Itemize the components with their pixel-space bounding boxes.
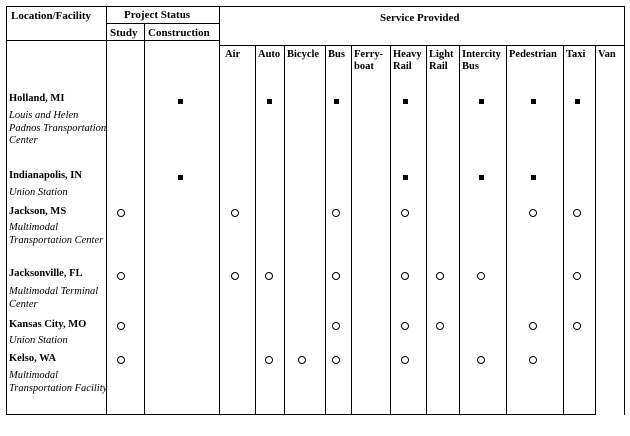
location-name: Jackson, MS: [9, 206, 67, 217]
service-header-intercity-bus: Intercity Bus: [462, 49, 501, 72]
open-circle-marker-taxi: [573, 272, 581, 280]
service-header-heavy-rail: Heavy Rail: [393, 49, 422, 72]
open-circle-marker-taxi: [573, 322, 581, 330]
column-divider: [563, 45, 564, 415]
facility-name: Multimodal Transportation Center: [9, 222, 104, 246]
open-circle-marker-air: [231, 272, 239, 280]
facility-name: Multimodal Transportation Facility: [9, 370, 108, 394]
service-header-van: Van: [598, 49, 616, 60]
facility-name: Union Station: [9, 335, 68, 346]
open-circle-marker-study: [117, 356, 125, 364]
open-circle-marker-study: [117, 209, 125, 217]
location-name: Holland, MI: [9, 93, 65, 104]
open-circle-marker-air: [231, 209, 239, 217]
open-circle-marker-intercity_bus: [477, 272, 485, 280]
location-name: Jacksonville, FL: [9, 268, 83, 279]
open-circle-marker-auto: [265, 272, 273, 280]
study-header: Study: [110, 27, 138, 39]
open-circle-marker-study: [117, 322, 125, 330]
open-circle-marker-heavy_rail: [401, 209, 409, 217]
location-name: Kansas City, MO: [9, 319, 87, 330]
open-circle-marker-bicycle: [298, 356, 306, 364]
filled-square-marker-intercity_bus: [479, 99, 484, 104]
open-circle-marker-auto: [265, 356, 273, 364]
column-divider: [219, 6, 220, 415]
facility-name: Louis and Helen Padnos Transportation Center: [9, 110, 107, 146]
open-circle-marker-light_rail: [436, 322, 444, 330]
filled-square-marker-pedestrian: [531, 99, 536, 104]
filled-square-marker-taxi: [575, 99, 580, 104]
open-circle-marker-pedestrian: [529, 209, 537, 217]
column-divider: [595, 45, 596, 415]
table-border-left: [6, 6, 7, 415]
open-circle-marker-taxi: [573, 209, 581, 217]
project-status-header: Project Status: [124, 9, 191, 21]
column-divider: [106, 6, 107, 415]
open-circle-marker-pedestrian: [529, 356, 537, 364]
service-header-bus: Bus: [328, 49, 345, 60]
open-circle-marker-heavy_rail: [401, 272, 409, 280]
header-divider: [6, 40, 219, 41]
filled-square-marker-bus: [334, 99, 339, 104]
location-name: Indianapolis, IN: [9, 170, 82, 181]
open-circle-marker-bus: [332, 356, 340, 364]
table-border-top: [6, 6, 625, 7]
service-header-auto: Auto: [258, 49, 281, 60]
open-circle-marker-study: [117, 272, 125, 280]
table-border-bottom: [6, 414, 596, 415]
table-border-right: [624, 6, 625, 415]
service-provided-header: Service Provided: [380, 12, 460, 24]
service-header-bicycle: Bicycle: [287, 49, 320, 60]
filled-square-marker-intercity_bus: [479, 175, 484, 180]
column-divider: [284, 45, 285, 415]
column-divider: [255, 45, 256, 415]
column-divider: [144, 23, 145, 415]
open-circle-marker-heavy_rail: [401, 356, 409, 364]
facility-name: Union Station: [9, 187, 68, 198]
column-divider: [390, 45, 391, 415]
filled-square-marker-pedestrian: [531, 175, 536, 180]
construction-header: Construction: [148, 27, 210, 39]
open-circle-marker-bus: [332, 272, 340, 280]
location-name: Kelso, WA: [9, 353, 57, 364]
filled-square-marker-heavy_rail: [403, 99, 408, 104]
open-circle-marker-light_rail: [436, 272, 444, 280]
service-header-taxi: Taxi: [566, 49, 586, 60]
column-divider: [351, 45, 352, 415]
open-circle-marker-pedestrian: [529, 322, 537, 330]
filled-square-marker-heavy_rail: [403, 175, 408, 180]
service-header-light-rail: Light Rail: [429, 49, 454, 72]
service-header-ferryboat: Ferry-boat: [354, 49, 384, 72]
filled-square-marker-construction: [178, 99, 183, 104]
service-header-air: Air: [225, 49, 241, 60]
open-circle-marker-bus: [332, 322, 340, 330]
open-circle-marker-intercity_bus: [477, 356, 485, 364]
service-header-divider: [219, 45, 625, 46]
facility-name: Multimodal Terminal Center: [9, 286, 99, 310]
column-divider: [426, 45, 427, 415]
column-divider: [325, 45, 326, 415]
location-facility-header: Location/Facility: [11, 10, 92, 22]
filled-square-marker-auto: [267, 99, 272, 104]
column-divider: [506, 45, 507, 415]
service-header-pedestrian: Pedestrian: [509, 49, 557, 60]
column-divider: [459, 45, 460, 415]
status-header-divider: [106, 23, 219, 24]
filled-square-marker-construction: [178, 175, 183, 180]
transportation-center-table: [6, 6, 625, 415]
open-circle-marker-bus: [332, 209, 340, 217]
open-circle-marker-heavy_rail: [401, 322, 409, 330]
